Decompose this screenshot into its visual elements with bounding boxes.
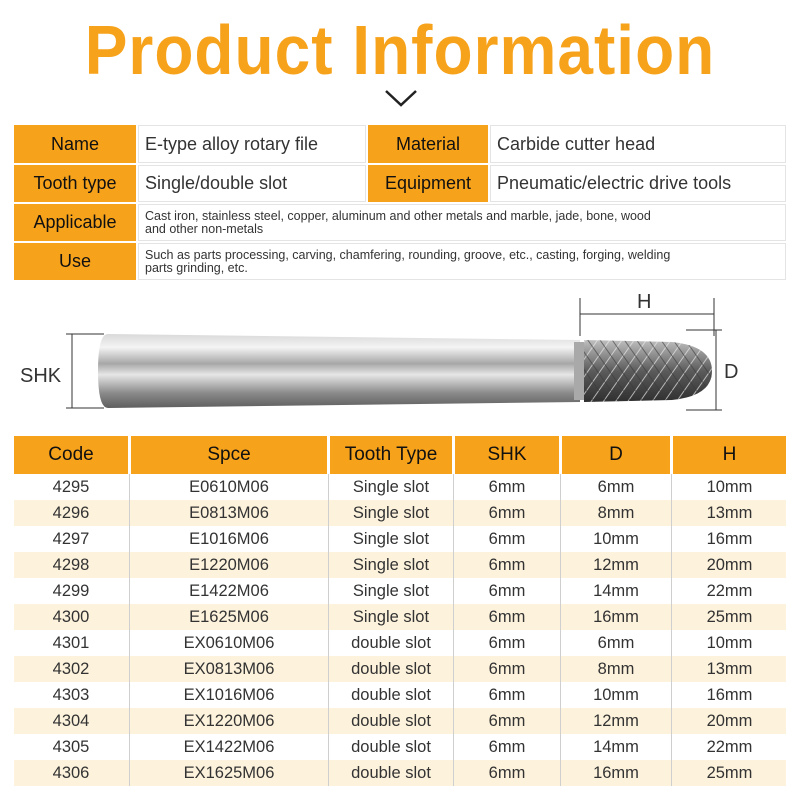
cell-shk: 6mm <box>488 581 526 600</box>
column-divider <box>328 474 329 786</box>
shk-dimension-label: SHK <box>20 365 62 387</box>
header-tooth-type: Tooth Type <box>330 436 452 474</box>
info-row-name <box>14 125 786 163</box>
column-divider <box>671 474 672 786</box>
cell-code: 4295 <box>52 477 90 496</box>
info-value-equipment: Pneumatic/electric drive tools <box>490 165 786 202</box>
info-label-name: Name <box>14 125 136 163</box>
info-value-name: E-type alloy rotary file <box>138 125 366 163</box>
info-row-tooth-type <box>14 165 786 202</box>
rotary-file-drawing <box>0 286 800 426</box>
info-row-applicable <box>14 204 786 241</box>
cell-code: 4304 <box>52 711 90 730</box>
cell-code: 4297 <box>52 529 90 548</box>
cell-tooth-type: Single slot <box>352 607 430 626</box>
info-label-tooth-type: Tooth type <box>14 165 136 202</box>
page-title: Product Information <box>84 11 716 89</box>
cell-d: 12mm <box>593 711 639 730</box>
cell-h: 25mm <box>706 763 753 782</box>
cell-h: 10mm <box>706 633 753 652</box>
cell-shk: 6mm <box>488 711 526 730</box>
info-row-use <box>14 243 786 280</box>
cell-spce: E1220M06 <box>189 555 269 574</box>
info-value-tooth-type: Single/double slot <box>138 165 366 202</box>
column-divider <box>560 474 561 786</box>
cell-shk: 6mm <box>488 763 526 782</box>
cell-code: 4298 <box>52 555 90 574</box>
cell-code: 4305 <box>52 737 90 756</box>
info-label-equipment: Equipment <box>368 165 488 202</box>
cell-spce: E1422M06 <box>189 581 269 600</box>
header-shk: SHK <box>455 436 559 474</box>
cell-spce: EX1220M06 <box>183 711 275 730</box>
cell-d: 6mm <box>597 633 635 652</box>
cell-h: 10mm <box>706 477 753 496</box>
cell-code: 4299 <box>52 581 90 600</box>
cell-shk: 6mm <box>488 633 526 652</box>
cell-code: 4302 <box>52 659 90 678</box>
cell-spce: E0813M06 <box>189 503 269 522</box>
cell-d: 8mm <box>597 503 635 522</box>
header-h: H <box>673 436 786 474</box>
cell-tooth-type: Single slot <box>352 477 430 496</box>
cell-spce: EX0813M06 <box>183 659 275 678</box>
cell-tooth-type: double slot <box>351 659 431 678</box>
cell-d: 14mm <box>593 737 639 756</box>
cell-shk: 6mm <box>488 529 526 548</box>
cell-h: 22mm <box>706 737 753 756</box>
header-d: D <box>562 436 670 474</box>
info-label-material: Material <box>368 125 488 163</box>
info-value-applicable <box>138 204 786 241</box>
cell-shk: 6mm <box>488 659 526 678</box>
cell-tooth-type: double slot <box>351 633 431 652</box>
cell-code: 4306 <box>52 763 90 782</box>
d-dimension-label: D <box>724 361 739 383</box>
cell-spce: EX1422M06 <box>183 737 275 756</box>
h-dimension-label: H <box>637 291 652 313</box>
cell-h: 25mm <box>706 607 753 626</box>
cell-spce: EX1625M06 <box>183 763 275 782</box>
cell-d: 16mm <box>593 763 639 782</box>
info-label-applicable: Applicable <box>14 204 136 241</box>
cell-tooth-type: Single slot <box>352 503 430 522</box>
cell-d: 6mm <box>597 477 635 496</box>
cell-d: 8mm <box>597 659 635 678</box>
cell-d: 16mm <box>593 607 639 626</box>
cell-h: 13mm <box>706 503 753 522</box>
cell-h: 22mm <box>706 581 753 600</box>
cell-h: 20mm <box>706 555 753 574</box>
cell-h: 13mm <box>706 659 753 678</box>
cell-code: 4300 <box>52 607 90 626</box>
chevron-down-icon <box>384 88 418 108</box>
applicable-text-line-2: and other non-metals <box>145 222 264 236</box>
spec-table-header <box>14 436 786 474</box>
info-value-material: Carbide cutter head <box>490 125 786 163</box>
info-label-use: Use <box>14 243 136 280</box>
cell-spce: EX0610M06 <box>183 633 275 652</box>
cell-spce: E0610M06 <box>189 477 269 496</box>
cell-tooth-type: Single slot <box>352 581 430 600</box>
use-text-line-2: parts grinding, etc. <box>145 261 248 275</box>
cell-tooth-type: double slot <box>351 711 431 730</box>
applicable-text-line-1: Cast iron, stainless steel, copper, aluminum and other metals and marble, jade, bone, wood <box>145 209 651 223</box>
cell-shk: 6mm <box>488 607 526 626</box>
cell-shk: 6mm <box>488 503 526 522</box>
cell-h: 16mm <box>706 529 753 548</box>
info-value-use <box>138 243 786 280</box>
cell-spce: EX1016M06 <box>183 685 275 704</box>
cell-code: 4303 <box>52 685 90 704</box>
cell-tooth-type: double slot <box>351 685 431 704</box>
cell-d: 10mm <box>593 685 639 704</box>
use-text-line-1: Such as parts processing, carving, chamfering, rounding, groove, etc., casting, forging, welding <box>145 248 671 262</box>
cell-tooth-type: double slot <box>351 737 431 756</box>
cell-h: 20mm <box>706 711 753 730</box>
cell-code: 4296 <box>52 503 90 522</box>
cell-d: 14mm <box>593 581 639 600</box>
cell-shk: 6mm <box>488 685 526 704</box>
cell-tooth-type: double slot <box>351 763 431 782</box>
cell-d: 10mm <box>593 529 639 548</box>
column-divider <box>129 474 130 786</box>
cell-d: 12mm <box>593 555 639 574</box>
cell-shk: 6mm <box>488 477 526 496</box>
column-divider <box>453 474 454 786</box>
cell-spce: E1016M06 <box>189 529 269 548</box>
cell-code: 4301 <box>52 633 90 652</box>
cell-tooth-type: Single slot <box>352 529 430 548</box>
cell-tooth-type: Single slot <box>352 555 430 574</box>
cell-shk: 6mm <box>488 555 526 574</box>
header-spce: Spce <box>131 436 327 474</box>
header-code: Code <box>14 436 128 474</box>
cell-shk: 6mm <box>488 737 526 756</box>
cell-h: 16mm <box>706 685 753 704</box>
cell-spce: E1625M06 <box>189 607 269 626</box>
